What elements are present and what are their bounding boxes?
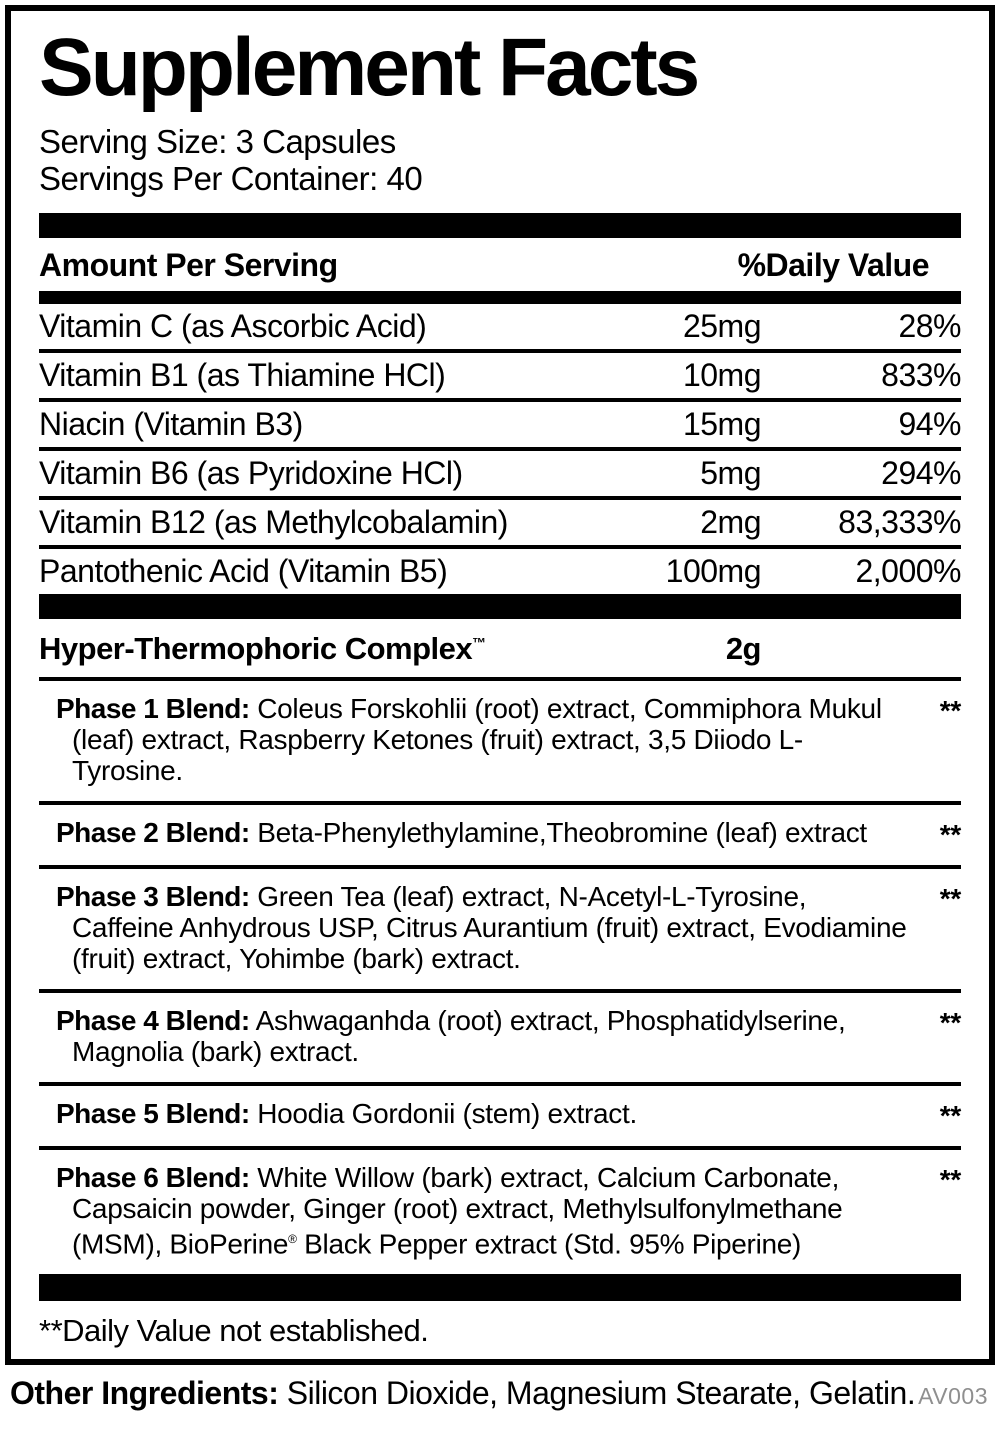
amount-per-serving-header: Amount Per Serving xyxy=(39,247,338,283)
complex-row xyxy=(39,619,961,677)
separator-bar-top xyxy=(39,213,961,238)
blend-daily-value: ** xyxy=(939,883,961,914)
nutrient-daily-value: 2,000% xyxy=(855,553,961,589)
daily-value-footnote: **Daily Value not established. xyxy=(39,1313,429,1349)
nutrient-row-niacin xyxy=(39,402,961,447)
blend-row-phase-6 xyxy=(39,1150,961,1274)
separator-bar-blends-end xyxy=(39,1274,961,1301)
nutrient-daily-value: 28% xyxy=(898,308,961,344)
nutrient-daily-value: 294% xyxy=(881,455,961,491)
separator-bar-vitamins-end xyxy=(39,594,961,619)
other-ingredients xyxy=(10,1375,915,1412)
product-code: AV003 xyxy=(918,1383,988,1410)
serving-info xyxy=(39,123,961,197)
complex-amount: 2g xyxy=(725,631,761,666)
blend-label: Phase 3 Blend: xyxy=(56,881,250,912)
nutrient-name: Vitamin C (as Ascorbic Acid) xyxy=(39,308,427,344)
nutrient-amount: 2mg xyxy=(700,504,761,540)
blend-row-phase-2 xyxy=(39,805,961,865)
other-ingredients-label: Other Ingredients: xyxy=(10,1375,279,1412)
blend-daily-value: ** xyxy=(939,819,961,850)
complex-name: Hyper-Thermophoric Complex™ xyxy=(39,631,486,666)
nutrient-name: Vitamin B6 (as Pyridoxine HCl) xyxy=(39,455,463,491)
nutrient-row-vitamin-c xyxy=(39,304,961,349)
daily-value-header: %Daily Value xyxy=(737,247,929,283)
nutrient-amount: 10mg xyxy=(682,357,761,393)
blend-label: Phase 4 Blend: xyxy=(56,1005,250,1036)
nutrient-amount: 15mg xyxy=(682,406,761,442)
blend-label: Phase 2 Blend: xyxy=(56,817,250,848)
other-ingredients-text: Silicon Dioxide, Magnesium Stearate, Gelatin. xyxy=(278,1375,916,1412)
blend-daily-value: ** xyxy=(939,1100,961,1131)
nutrient-amount: 5mg xyxy=(700,455,761,491)
nutrient-daily-value: 83,333% xyxy=(838,504,961,540)
blend-row-phase-4 xyxy=(39,993,961,1082)
blend-label: Phase 1 Blend: xyxy=(56,693,250,724)
blend-daily-value: ** xyxy=(939,1164,961,1195)
nutrient-name: Pantothenic Acid (Vitamin B5) xyxy=(39,553,448,589)
blend-daily-value: ** xyxy=(939,1007,961,1038)
nutrient-name: Niacin (Vitamin B3) xyxy=(39,406,303,442)
blend-row-phase-1 xyxy=(39,681,961,801)
nutrient-name: Vitamin B12 (as Methylcobalamin) xyxy=(39,504,508,540)
nutrient-row-pantothenic-acid xyxy=(39,549,961,594)
registered-symbol: ® xyxy=(288,1232,297,1246)
nutrient-row-vitamin-b6 xyxy=(39,451,961,496)
blend-row-phase-3 xyxy=(39,869,961,989)
supplement-facts-panel xyxy=(5,5,995,1365)
blend-row-phase-5 xyxy=(39,1086,961,1146)
blend-ingredients: Black Pepper extract (Std. 95% Piperine) xyxy=(296,1228,802,1260)
serving-size: Serving Size: 3 Capsules xyxy=(39,123,396,160)
blend-ingredients: Green Tea (leaf) extract, N-Acetyl-L-Tyrosine, Caffeine Anhydrous USP, Citrus Aurantium (fruit) extract, Evodiamine (fruit) extract, Yohimbe (bark) extract. xyxy=(72,881,907,974)
servings-per-container: Servings Per Container: 40 xyxy=(39,160,423,197)
nutrient-daily-value: 94% xyxy=(898,406,961,442)
nutrient-amount: 25mg xyxy=(682,308,761,344)
blend-ingredients: Coleus Forskohlii (root) extract, Commiphora Mukul (leaf) extract, Raspberry Ketones (fruit) extract, 3,5 Diiodo L-Tyrosine. xyxy=(72,693,882,786)
nutrient-row-vitamin-b1 xyxy=(39,353,961,398)
blend-label: Phase 6 Blend: xyxy=(56,1162,250,1193)
blend-ingredients: Hoodia Gordonii (stem) extract. xyxy=(257,1098,637,1129)
column-header-row xyxy=(39,238,961,291)
trademark-symbol: ™ xyxy=(472,634,486,651)
separator-bar-header xyxy=(39,291,961,304)
nutrient-row-vitamin-b12 xyxy=(39,500,961,545)
blend-ingredients: Beta-Phenylethylamine,Theobromine (leaf) extract xyxy=(257,817,867,848)
blend-label: Phase 5 Blend: xyxy=(56,1098,250,1129)
nutrient-name: Vitamin B1 (as Thiamine HCl) xyxy=(39,357,446,393)
blend-ingredients: White Willow (bark) extract, Calcium Carbonate, Capsaicin powder, Ginger (root) extract, Methylsulfonylmethane (MSM), BioPerine xyxy=(72,1162,843,1260)
page-title: Supplement Facts xyxy=(39,22,698,113)
blend-ingredients: Ashwaganhda (root) extract, Phosphatidylserine, Magnolia (bark) extract. xyxy=(72,1005,846,1067)
blend-daily-value: ** xyxy=(939,695,961,726)
other-ingredients-row xyxy=(0,1375,1000,1412)
nutrient-daily-value: 833% xyxy=(881,357,961,393)
nutrient-amount: 100mg xyxy=(665,553,761,589)
